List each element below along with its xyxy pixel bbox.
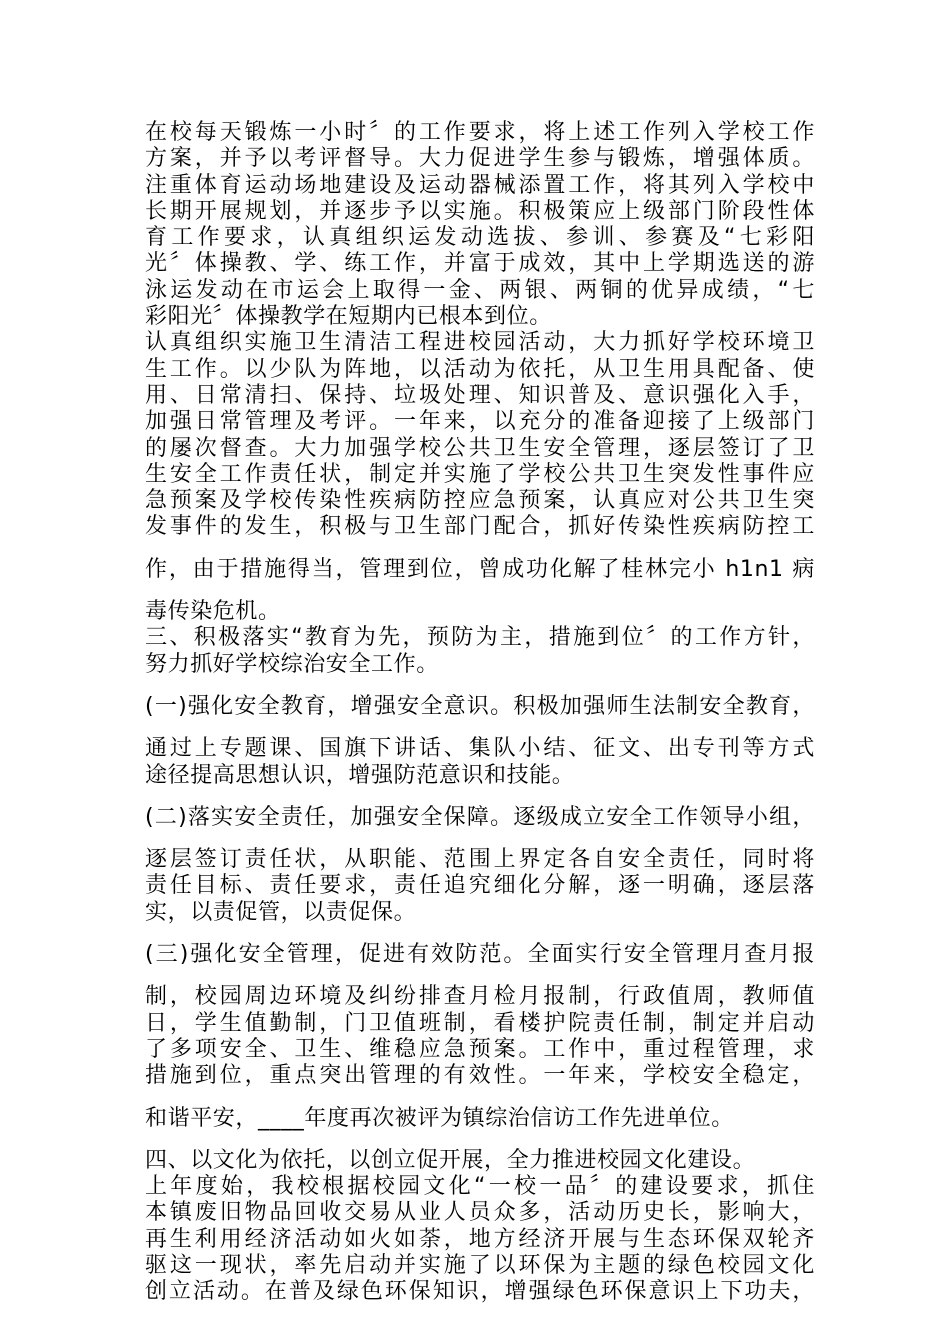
document-page: [145, 120, 815, 1306]
paragraph-exercise: [145, 120, 815, 330]
paragraph-campus-culture: [145, 1148, 815, 1306]
text-line: 本镇废旧物品回收交易从业人员众多，活动历史长，影响大，: [145, 1200, 815, 1226]
text-line: 责任目标、责任要求，责任追究细化分解，逐一明确，逐层落: [145, 873, 815, 899]
text-line: 创立活动。在普及绿色环保知识，增强绿色环保意识上下功夫，: [145, 1279, 815, 1305]
text-line: 三、积极落实“教育为先，预防为主，措施到位〞的工作方针，: [145, 625, 815, 651]
text-line: 实，以责促管，以责促保。: [145, 899, 417, 925]
paragraph-safety-responsibility: [145, 805, 815, 926]
text-line: 途径提高思想认识，增强防范意识和技能。: [145, 762, 575, 788]
text-line: 制，校园周边环境及纠纷排查月检月报制，行政值周，教师值: [145, 984, 815, 1010]
text-line: 注重体育运动场地建设及运动器械添置工作，将其列入学校中: [145, 172, 815, 198]
text-line: 再生利用经济活动如火如荼，地方经济开展与生态环保双轮齐: [145, 1226, 815, 1252]
text-line: 认真组织实施卫生清洁工程进校园活动，大力抓好学校环境卫: [145, 330, 815, 356]
text-line: 方案，并予以考评督导。大力促进学生参与锻炼，增强体质。: [145, 146, 815, 172]
paragraph-safety-education: [145, 694, 815, 789]
text-line: 加强日常管理及考评。一年来，以充分的准备迎接了上级部门: [145, 409, 815, 435]
text-line: 生安全工作责任状，制定并实施了学校公共卫生突发性事件应: [145, 461, 815, 487]
text-line: 逐层签订责任状，从职能、范围上界定各自安全责任，同时将: [145, 847, 815, 873]
text-line: 了多项安全、卫生、维稳应急预案。工作中，重过程管理，求: [145, 1036, 815, 1062]
text-line: 在校每天锻炼一小时〞的工作要求，将上述工作列入学校工作: [145, 120, 815, 145]
text-line: 用、日常清扫、保持、垃圾处理、知识普及、意识强化入手，: [145, 382, 815, 408]
text-line: 通过上专题课、国旗下讲话、集队小结、征文、出专刊等方式: [145, 736, 815, 762]
text-line: 上年度始，我校根据校园文化“一校一品〞的建设要求，抓住: [145, 1174, 815, 1200]
text-line: (三)强化安全管理，促进有效防范。全面实行安全管理月查月报: [145, 942, 815, 968]
text-line: 努力抓好学校综治安全工作。: [145, 651, 439, 677]
text-line: 日，学生值勤制，门卫值班制，看楼护院责任制，制定并启动: [145, 1010, 815, 1036]
text-line: 毒传染危机。: [145, 599, 281, 625]
text-line: 措施到位，重点突出管理的有效性。一年来，学校安全稳定，: [145, 1063, 815, 1089]
text-line: 泳运发动在市运会上取得一金、两银、两铜的优异成绩，“七: [145, 277, 815, 303]
text-line: (二)落实安全责任，加强安全保障。逐级成立安全工作领导小组，: [145, 804, 815, 830]
text-line: 彩阳光〞体操教学在短期内已根本到位。: [145, 304, 552, 330]
paragraph-safety-management: [145, 942, 815, 1132]
text-line: 的屡次督查。大力加强学校公共卫生安全管理，逐层签订了卫: [145, 435, 815, 461]
text-line: 发事件的发生，积极与卫生部门配合，抓好传染性疾病防控工: [145, 514, 815, 540]
paragraph-section-three-heading: [145, 625, 815, 678]
text-line: 驱这一现状，率先启动并实施了以环保为主题的绿色校园文化: [145, 1252, 815, 1278]
text-line: 急预案及学校传染性疾病防控应急预案，认真应对公共卫生突: [145, 488, 815, 514]
paragraph-hygiene: [145, 330, 815, 625]
text-line: 生工作。以少队为阵地，以活动为依托，从卫生用具配备、使: [145, 356, 815, 382]
text-line: 长期开展规划，并逐步予以实施。积极策应上级部门阶段性体: [145, 198, 815, 224]
text-line: 和谐平安，____年度再次被评为镇综治信访工作先进单位。: [145, 1105, 734, 1131]
text-line: 四、以文化为依托，以创立促开展，全力推进校园文化建设。: [145, 1147, 756, 1173]
text-line: 光〞体操教、学、练工作，并富于成效，其中上学期选送的游: [145, 251, 815, 277]
text-line: 作，由于措施得当，管理到位，曾成功化解了桂林完小 h1n1 病: [145, 556, 816, 582]
text-line: (一)强化安全教育，增强安全意识。积极加强师生法制安全教育，: [145, 693, 815, 719]
text-line: 育工作要求，认真组织运发动选拔、参训、参赛及“七彩阳: [145, 225, 815, 251]
